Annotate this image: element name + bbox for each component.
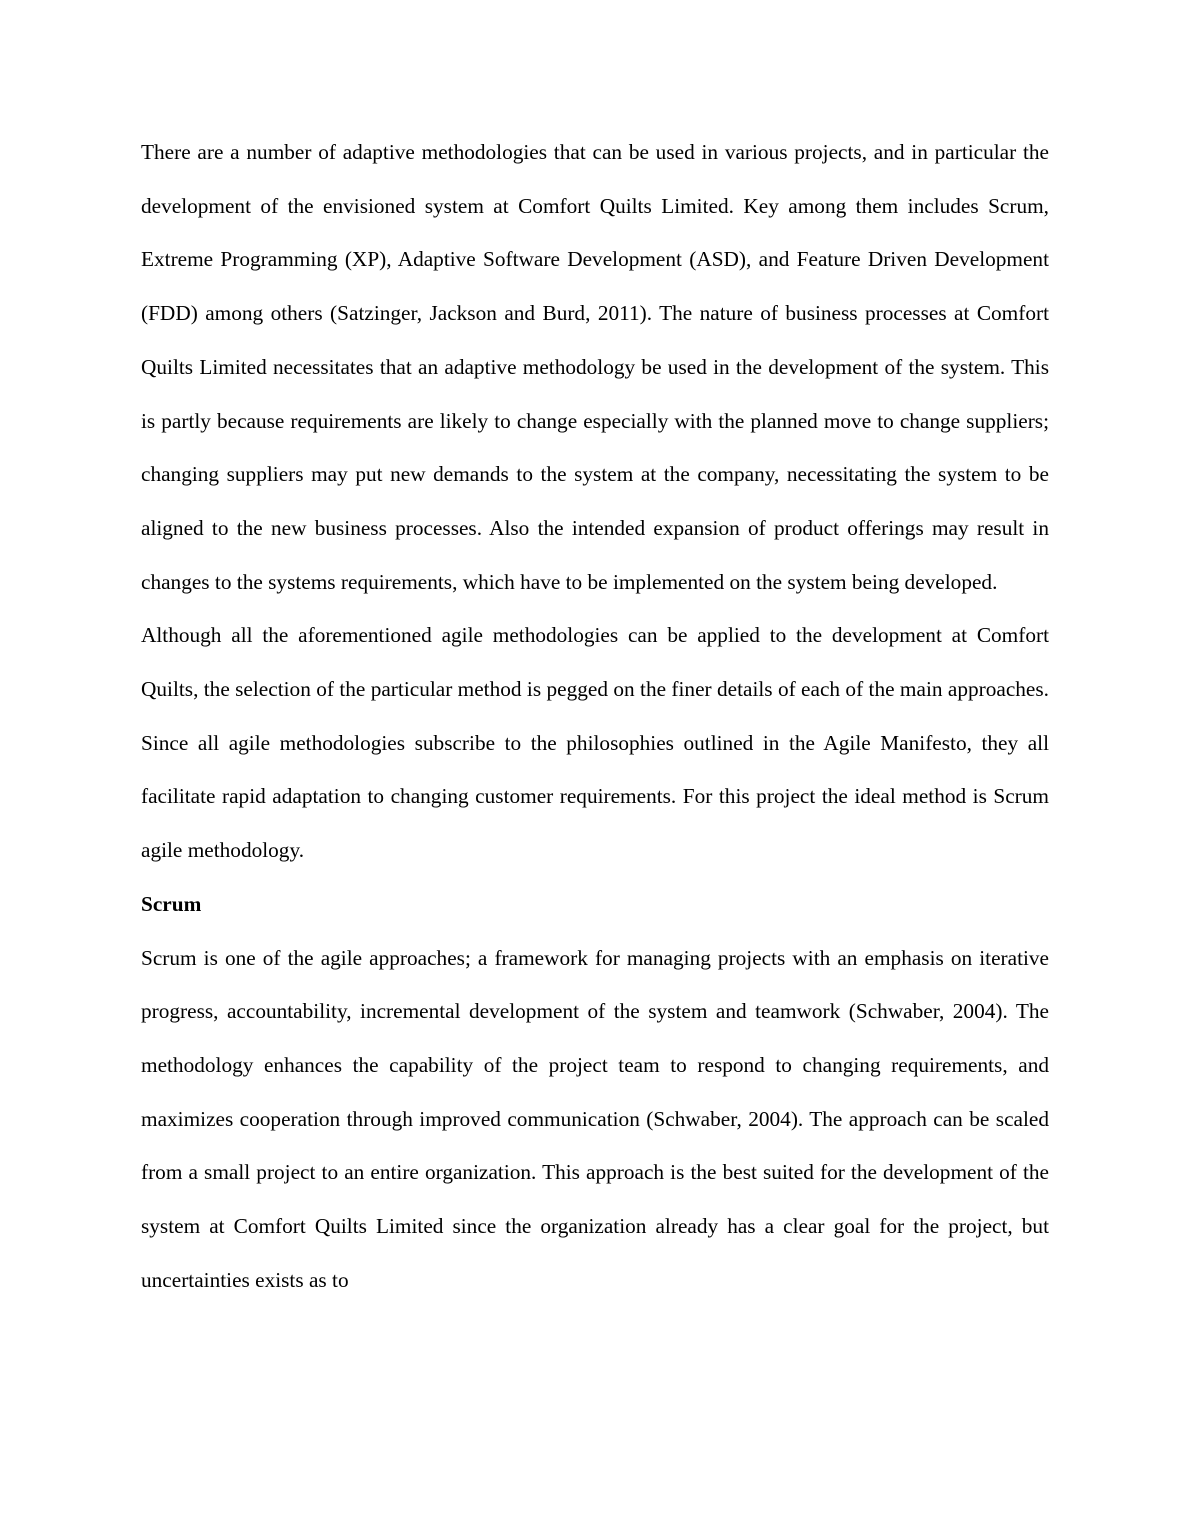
document-body	[141, 126, 1049, 1307]
paragraph-scrum-description: Scrum is one of the agile approaches; a framework for managing projects with an emphasis on iterative progress, accountability, incremental development of the system and teamwork (Schwaber, 2004). The methodology enhances the capability of the project team to respond to changing requirements, and maximizes cooperation through improved communication (Schwaber, 2004). The approach can be scaled from a small project to an entire organization. This approach is the best suited for the development of the system at Comfort Quilts Limited since the organization already has a clear goal for the project, but uncertainties exists as to	[141, 945, 1049, 1292]
paragraph-agile-selection: Although all the aforementioned agile methodologies can be applied to the development at Comfort Quilts, the selection of the particular method is pegged on the finer details of each of the main approaches. Since all agile methodologies subscribe to the philosophies outlined in the Agile Manifesto, they all facilitate rapid adaptation to changing customer requirements. For this project the ideal method is Scrum agile methodology.	[141, 623, 1049, 863]
section-heading-scrum: Scrum	[141, 891, 202, 916]
paragraph-adaptive-methodologies: There are a number of adaptive methodologies that can be used in various projects, and in particular the development of the envisioned system at Comfort Quilts Limited. Key among them includes Scrum, Extreme Programming (XP), Adaptive Software Development (ASD), and Feature Driven Development (FDD) among others (Satzinger, Jackson and Burd, 2011). The nature of business processes at Comfort Quilts Limited necessitates that an adaptive methodology be used in the development of the system. This is partly because requirements are likely to change especially with the planned move to change suppliers; changing suppliers may put new demands to the system at the company, necessitating the system to be aligned to the new business processes. Also the intended expansion of product offerings may result in changes to the systems requirements, which have to be implemented on the system being developed.	[141, 140, 1049, 594]
